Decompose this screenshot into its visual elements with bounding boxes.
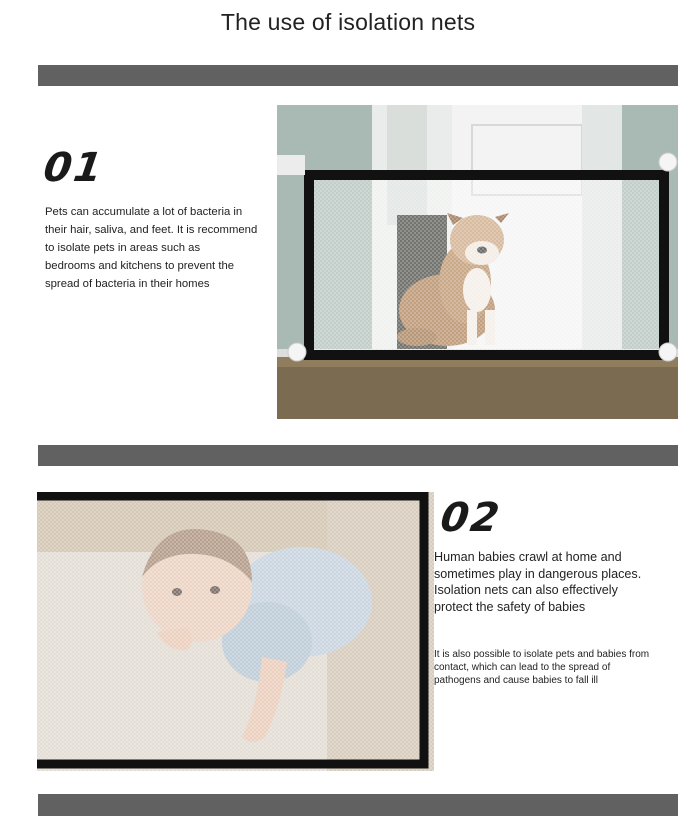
divider-band-middle [38, 445, 678, 466]
section-number-02: 02 [437, 495, 504, 541]
dog-behind-net-photo [277, 105, 678, 419]
baby-behind-net-photo [37, 492, 434, 771]
divider-band-bottom [38, 794, 678, 816]
divider-band-top [38, 65, 678, 86]
section1-description: Pets can accumulate a lot of bacteria in their hair, saliva, and feet. It is recommend to isolate pets in areas such as bedrooms and kitchens to prevent the spread of bacteria in their homes [45, 206, 258, 290]
section2-description: Human babies crawl at home and sometimes play in dangerous places. Isolation nets can also effectively protect the safety of babies [434, 550, 642, 614]
section2-secondary-description: It is also possible to isolate pets and babies from contact, which can lead to the spread of pathogens and cause babies to fall ill [434, 649, 650, 686]
section-number-01: 01 [40, 145, 107, 191]
page-title: The use of isolation nets [220, 9, 476, 35]
